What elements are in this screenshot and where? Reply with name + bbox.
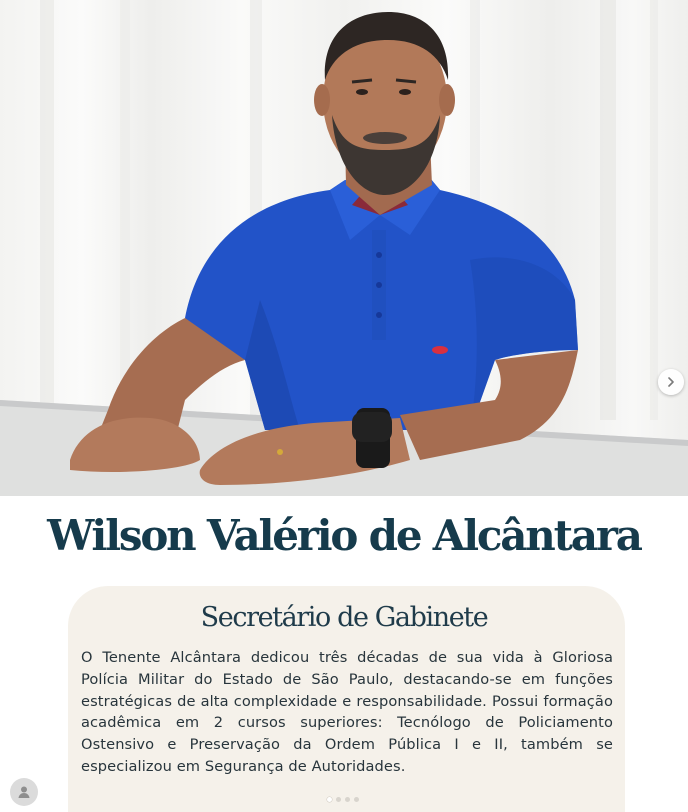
carousel-next-button[interactable]	[658, 369, 684, 395]
chevron-right-icon	[665, 376, 677, 388]
carousel-dot-2[interactable]	[336, 797, 341, 802]
carousel-dot-4[interactable]	[354, 797, 359, 802]
carousel-dots	[327, 797, 359, 802]
user-avatar[interactable]	[10, 778, 38, 806]
user-avatar-icon	[16, 784, 32, 800]
carousel-dot-1[interactable]	[327, 797, 332, 802]
person-name: Wilson Valério de Alcântara	[47, 511, 641, 560]
role-title: Secretário de Gabinete	[200, 602, 488, 633]
carousel-dot-3[interactable]	[345, 797, 350, 802]
bio-text: O Tenente Alcântara dedicou três décadas de sua vida à Gloriosa Polícia Militar do Estado de São Paulo, destacando-se em funções estratégicas de alta complexidade e responsabilidade. Possui formação acadêmica em 2 cursos superiores: Tecnólogo de Policiamento Ostensivo e Preservação da Ordem Pública I e II, também se especializou em Segurança de Autoridades.	[81, 649, 613, 775]
